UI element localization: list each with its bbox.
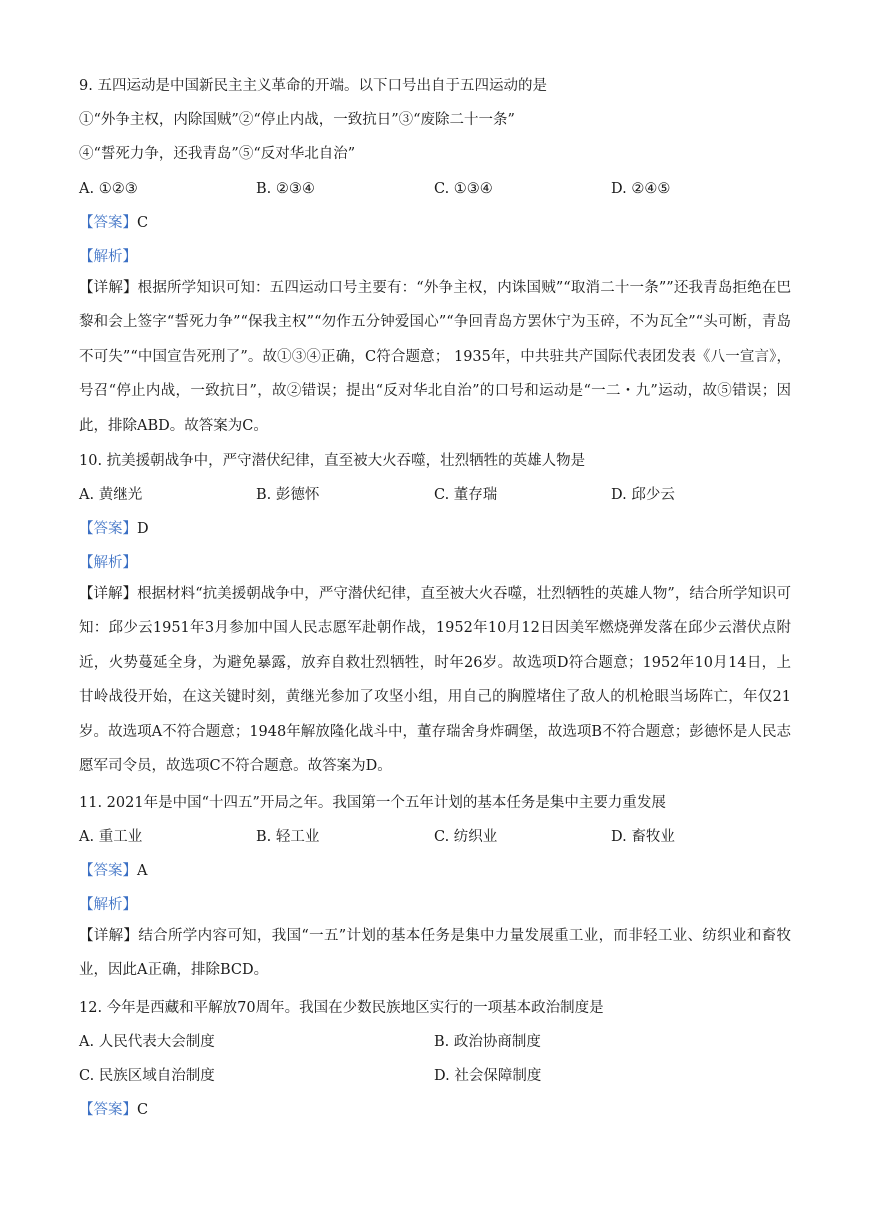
- q9-option-c: C. ①③④: [434, 181, 493, 197]
- q10-option-b: B. 彭德怀: [256, 487, 320, 503]
- q12-answer: [79, 1100, 148, 1120]
- answer-value: C: [137, 215, 149, 231]
- q12-option-a: A. 人民代表大会制度: [79, 1034, 215, 1050]
- q10-detail: [79, 577, 791, 783]
- q9-option-b: B. ②③④: [256, 181, 315, 197]
- q9-analysis-tag: 【解析】: [79, 249, 137, 265]
- answer-tag: 【答案】: [79, 1102, 137, 1118]
- answer-tag: 【答案】: [79, 215, 137, 231]
- answer-tag: 【答案】: [79, 863, 137, 879]
- q10-answer: [79, 519, 149, 539]
- detail-tag: 【详解】: [79, 586, 138, 602]
- detail-text: 根据所学知识可知：五四运动口号主要有：“外争主权，内诛国贼”“取消二十一条””还我青岛拒绝在巴黎和会上签字“誓死力争”“保我主权”“勿作五分钟爱国心”“争回青岛方罢休宁为玉碎，不为瓦全”“头可断，青岛不可失”“中国宣告死刑了”。故①③④正确，C符合题意； 1935年，中共驻共产国际代表团发表《八一宣言》，号召“停止内战，一致抗日”，故②错误；提出“反对华北自治”的口号和运动是“一二・九”运动，故⑤错误；因此，排除ABD。故答案为C。: [79, 280, 792, 434]
- q11-stem: 11. 2021年是中国“十四五”开局之年。我国第一个五年计划的基本任务是集中主要力重发展: [79, 795, 666, 811]
- q9-option-d: D. ②④⑤: [611, 181, 671, 197]
- q9-detail: [79, 271, 791, 443]
- q11-option-b: B. 轻工业: [256, 829, 320, 845]
- q9-statements-2: ④“誓死力争，还我青岛”⑤“反对华北自治”: [79, 146, 356, 162]
- q9-option-a: A. ①②③: [79, 181, 138, 197]
- q9-answer: [79, 213, 148, 233]
- q11-option-d: D. 畜牧业: [611, 829, 675, 845]
- answer-tag: 【答案】: [79, 521, 137, 537]
- detail-tag: 【详解】: [79, 928, 139, 944]
- q11-detail: [79, 919, 791, 988]
- q10-analysis-tag: 【解析】: [79, 555, 137, 571]
- q9-statements-1: ①“外争主权，内除国贼”②“停止内战，一致抗日”③“废除二十一条”: [79, 112, 515, 128]
- q11-option-c: C. 纺织业: [434, 829, 498, 845]
- q11-option-a: A. 重工业: [79, 829, 143, 845]
- q11-answer: [79, 861, 147, 881]
- q10-option-a: A. 黄继光: [79, 487, 143, 503]
- detail-tag: 【详解】: [79, 280, 138, 296]
- q9-stem: 9. 五四运动是中国新民主主义革命的开端。以下口号出自于五四运动的是: [79, 78, 547, 94]
- detail-text: 根据材料“抗美援朝战争中，严守潜伏纪律，直至被大火吞噬，壮烈牺牲的英雄人物”，结合所学知识可知：邱少云1951年3月参加中国人民志愿军赴朝作战，1952年10月12日因美军燃烧弹发落在邱少云潜伏点附近，火势蔓延全身，为避免暴露，放弃自救壮烈牺牲，时年26岁。故选项D符合题意；1952年10月14日，上甘岭战役开始，在这关键时刻，黄继光参加了攻坚小组，用自己的胸膛堵住了敌人的机枪眼当场阵亡，年仅21岁。故选项A不符合题意；1948年解放隆化战斗中，董存瑞舍身炸碉堡，故选项B不符合题意；彭德怀是人民志愿军司令员，故选项C不符合题意。故答案为D。: [79, 586, 792, 775]
- q10-stem: 10. 抗美援朝战争中，严守潜伏纪律，直至被大火吞噬，壮烈牺牲的英雄人物是: [79, 453, 586, 469]
- q12-stem: 12. 今年是西藏和平解放70周年。我国在少数民族地区实行的一项基本政治制度是: [79, 1000, 604, 1016]
- q12-option-b: B. 政治协商制度: [434, 1034, 541, 1050]
- q11-analysis-tag: 【解析】: [79, 897, 137, 913]
- answer-value: A: [137, 863, 148, 879]
- q10-option-c: C. 董存瑞: [434, 487, 498, 503]
- answer-value: D: [137, 521, 149, 537]
- q12-option-d: D. 社会保障制度: [434, 1068, 542, 1084]
- answer-value: C: [137, 1102, 149, 1118]
- detail-text: 结合所学内容可知，我国“一五”计划的基本任务是集中力量发展重工业，而非轻工业、纺织业和畜牧业，因此A正确，排除BCD。: [79, 928, 792, 979]
- q12-option-c: C. 民族区域自治制度: [79, 1068, 215, 1084]
- q10-option-d: D. 邱少云: [611, 487, 675, 503]
